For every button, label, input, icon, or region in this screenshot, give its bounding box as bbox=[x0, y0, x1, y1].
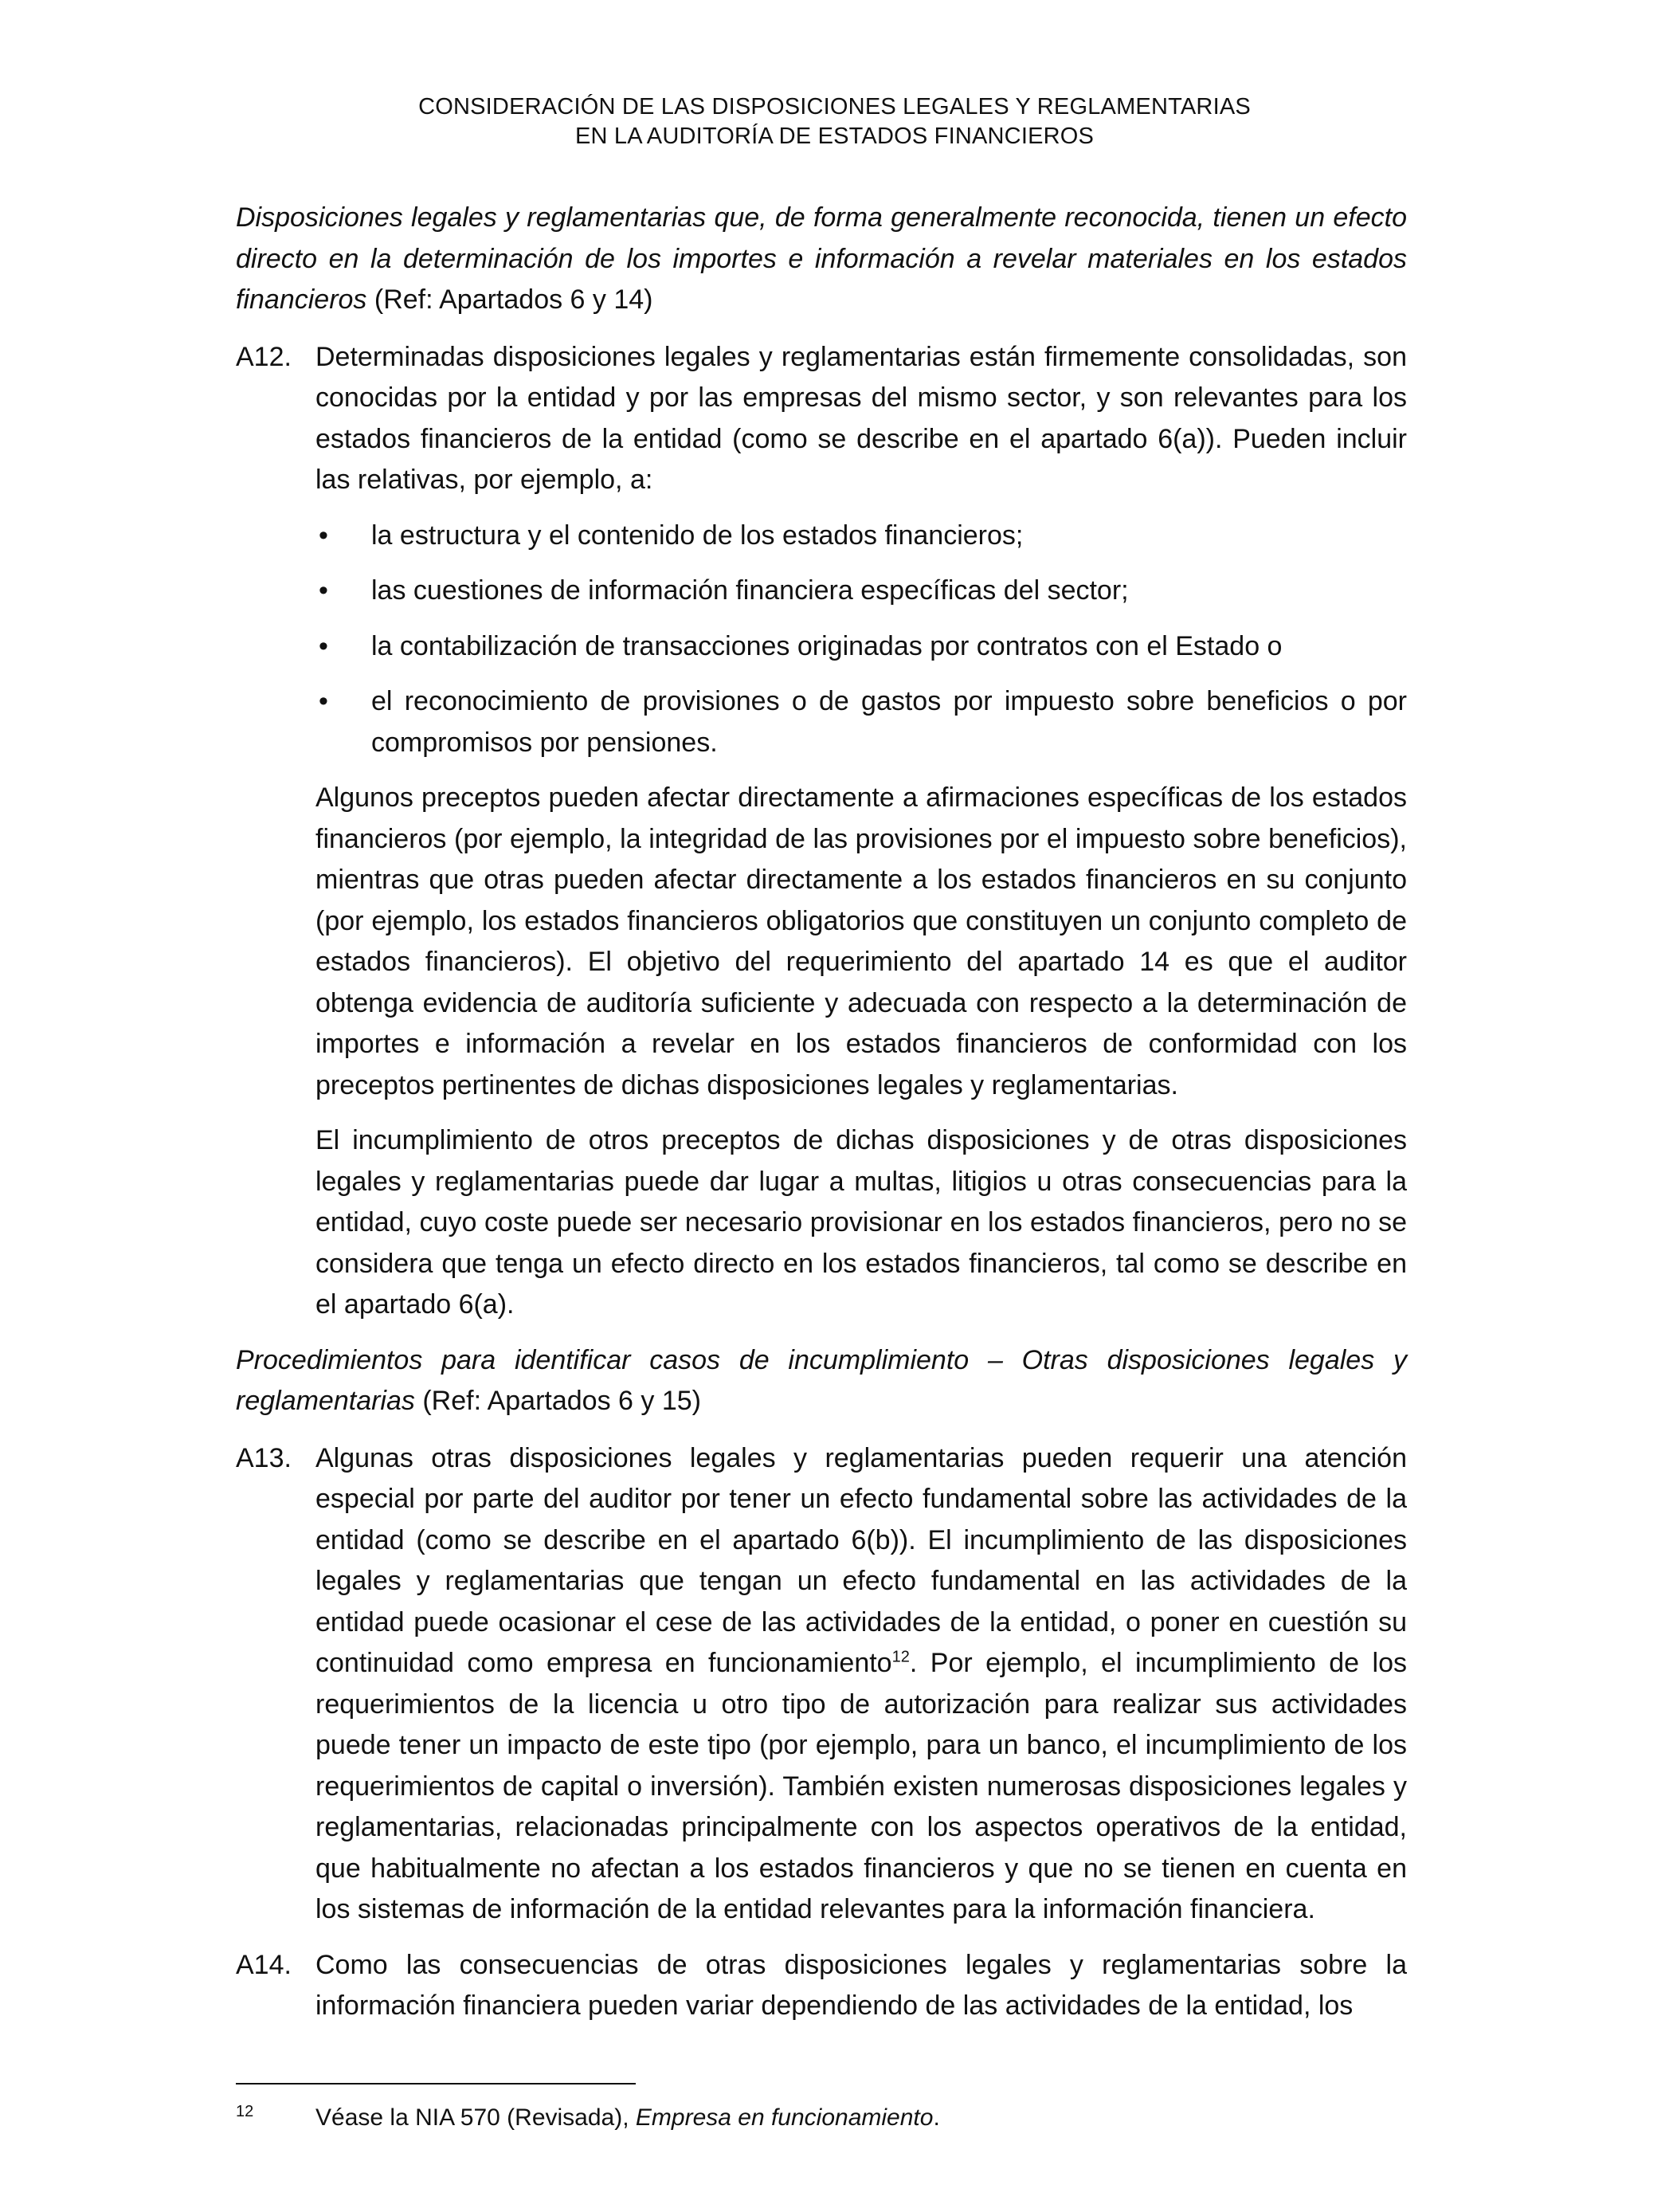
header-line-1: CONSIDERACIÓN DE LAS DISPOSICIONES LEGALES Y REGLAMENTARIAS bbox=[418, 94, 1251, 120]
footnote-text-part-2: . bbox=[933, 2104, 940, 2131]
paragraph-a13 bbox=[236, 1438, 1407, 1931]
footnote-text-italic: Empresa en funcionamiento bbox=[635, 2104, 934, 2131]
paragraph-a14 bbox=[236, 1945, 1407, 2027]
footnote-reference-12[interactable]: 12 bbox=[891, 1648, 910, 1666]
list-item bbox=[315, 626, 1407, 668]
paragraph-a12-continuation-2: El incumplimiento de otros preceptos de dichas disposiciones y de otras disposiciones legales y reglamentarias puede dar lugar a multas, litigios u otras consecuencias para la entidad, cuyo coste puede ser necesario provisionar en los estados financieros, pero no se considera que tenga un efecto directo en los estados financieros, tal como se describe en el apartado 6(a). bbox=[315, 1125, 1407, 1320]
footnote-text bbox=[315, 2102, 1407, 2134]
page-header bbox=[0, 92, 1669, 151]
section-heading-2 bbox=[236, 1340, 1407, 1422]
bullet-icon: • bbox=[319, 575, 328, 606]
list-item-text: las cuestiones de información financiera específicas del sector; bbox=[371, 575, 1129, 606]
footnote-separator bbox=[236, 2083, 636, 2085]
list-item bbox=[315, 571, 1407, 612]
bullet-icon: • bbox=[319, 630, 328, 661]
bullet-icon: • bbox=[319, 686, 328, 716]
list-item-text: la contabilización de transacciones originadas por contratos con el Estado o bbox=[371, 630, 1283, 661]
footnote-number: 12 bbox=[236, 2103, 254, 2120]
list-item bbox=[315, 516, 1407, 557]
list-item-text: la estructura y el contenido de los estados financieros; bbox=[371, 520, 1024, 551]
paragraph-a12-continuation-1: Algunos preceptos pueden afectar directamente a afirmaciones específicas de los estados financieros (por ejemplo, la integridad de las provisiones por el impuesto sobre beneficios), mientras que otras pueden afectar directamente a los estados financieros en su conjunto (por ejemplo, los estados financieros obligatorios que constituyen un conjunto completo de estados financieros). El objetivo del requerimiento del apartado 14 es que el auditor obtenga evidencia de auditoría suficiente y adecuada con respecto a la determinación de importes e información a revelar en los estados financieros de conformidad con los preceptos pertinentes de dichas disposiciones legales y reglamentarias. bbox=[315, 782, 1407, 1100]
section-heading-1-title: Disposiciones legales y reglamentarias que, de forma generalmente reconocida, tienen un efecto directo en la determinación de los importes e información a revelar materiales en los estados financieros bbox=[236, 202, 1407, 315]
header-line-2: EN LA AUDITORÍA DE ESTADOS FINANCIEROS bbox=[574, 124, 1095, 149]
section-heading-1 bbox=[236, 198, 1407, 321]
footnote-12 bbox=[236, 2102, 1407, 2134]
bullet-list-a12 bbox=[236, 516, 1407, 764]
list-item-text: el reconocimiento de provisiones o de gastos por impuesto sobre beneficios o por compromisos por pensiones. bbox=[371, 686, 1407, 758]
footnote-text-part-1: Véase la NIA 570 (Revisada), bbox=[315, 2104, 636, 2131]
paragraph-number-a14: A14. bbox=[236, 1949, 292, 1980]
paragraph-a12 bbox=[236, 337, 1407, 501]
paragraph-a14-text: Como las consecuencias de otras disposiciones legales y reglamentarias sobre la información financiera pueden variar dependiendo de las actividades de la entidad, los bbox=[315, 1949, 1407, 2021]
section-heading-2-title: Procedimientos para identificar casos de incumplimiento – Otras disposiciones legales y reglamentarias bbox=[236, 1344, 1407, 1416]
paragraph-a13-text bbox=[315, 1438, 1407, 1931]
section-heading-1-ref: (Ref: Apartados 6 y 14) bbox=[366, 284, 653, 315]
paragraph-number-a13: A13. bbox=[236, 1442, 292, 1473]
document-body bbox=[236, 198, 1407, 2041]
paragraph-a13-text-part-1: Algunas otras disposiciones legales y reglamentarias pueden requerir una atención especial por parte del auditor por tener un efecto fundamental sobre las actividades de la entidad (como se describe en el apartado 6(b)). El incumplimiento de las disposiciones legales y reglamentarias que tengan un efecto fundamental en las actividades de la entidad puede ocasionar el cese de las actividades de la entidad, o poner en cuestión su continuidad como empresa en funcionamiento bbox=[315, 1442, 1407, 1678]
paragraph-a12-text: Determinadas disposiciones legales y reglamentarias están firmemente consolidadas, son conocidas por la entidad y por las empresas del mismo sector, y son relevantes para los estados financieros de la entidad (como se describe en el apartado 6(a)). Pueden incluir las relativas, por ejemplo, a: bbox=[315, 341, 1407, 495]
section-heading-2-ref: (Ref: Apartados 6 y 15) bbox=[414, 1386, 701, 1416]
paragraph-a13-text-part-2: . Por ejemplo, el incumplimiento de los requerimientos de la licencia u otro tipo de autorización para realizar sus actividades puede tener un impacto de este tipo (por ejemplo, para un banco, el incumplimiento de los requerimientos de capital o inversión). También existen numerosas disposiciones legales y reglamentarias, relacionadas principalmente con los aspectos operativos de la entidad, que habitualmente no afectan a los estados financieros y que no se tienen en cuenta en los sistemas de información de la entidad relevantes para la información financiera. bbox=[315, 1648, 1407, 1924]
list-item bbox=[315, 681, 1407, 763]
bullet-icon: • bbox=[319, 520, 328, 551]
paragraph-number-a12: A12. bbox=[236, 341, 292, 372]
